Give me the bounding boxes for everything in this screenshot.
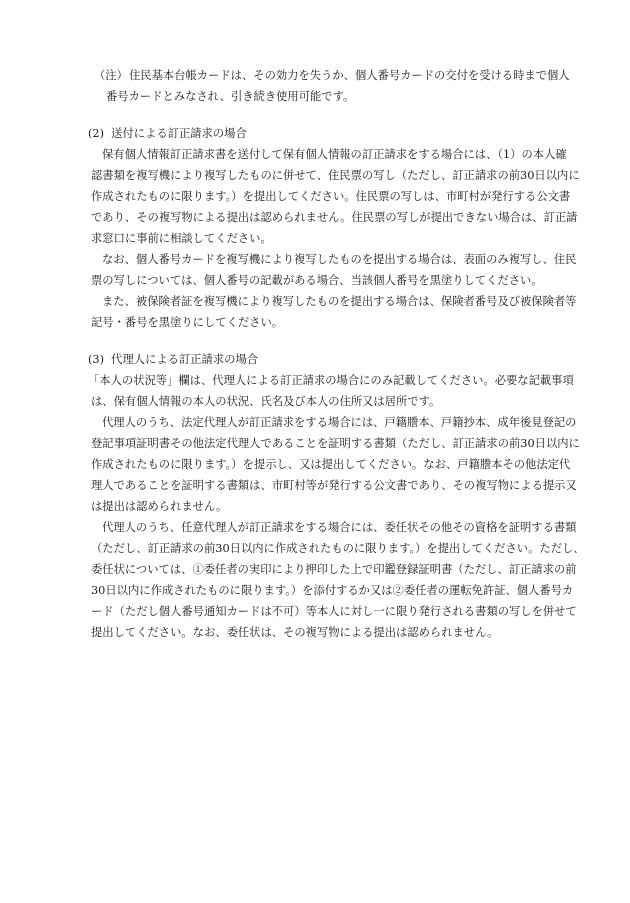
paragraph-line: 票の写しについては、個人番号の記載がある場合、当該個人番号を黒塗りしてください。 — [91, 274, 543, 287]
paragraph-line: （ただし、訂正請求の前30日以内に作成されたものに限ります。）を提出してください。ただし、 — [91, 542, 585, 555]
paragraph-line: 認書類を複写機により複写したものに併せて、住民票の写し（ただし、訂正請求の前30日以内に — [91, 169, 580, 182]
paragraph-line: 作成されたものに限ります。）を提出してください。住民票の写しは、市町村が発行する公文書 — [91, 190, 571, 203]
paragraph-line: ード（ただし個人番号通知カードは不可）等本人に対し一に限り発行される書類の写しを併せて — [91, 605, 577, 618]
section-heading: (2) 送付による訂正請求の場合 — [88, 127, 247, 140]
paragraph-line: は、保有個人情報の本人の状況、氏名及び本人の住所又は居所です。 — [91, 395, 441, 408]
paragraph-line: 委任状については、①委任者の実印により押印した上で印鑑登録証明書（ただし、訂正請求の前 — [91, 563, 577, 576]
paragraph-line: 記号・番号を黒塗りにしてください。 — [91, 316, 284, 329]
paragraph-line: 登記事項証明書その他法定代理人であることを証明する書類（ただし、訂正請求の前30日以内に — [91, 437, 580, 450]
paragraph-line: であり、その複写物による提出は認められません。住民票の写しが提出できない場合は、訂正請 — [91, 211, 578, 224]
paragraph-line: は提出は認められません。 — [91, 500, 228, 513]
note-label: （注） — [94, 69, 128, 82]
paragraph-line: 30日以内に作成されたものに限ります。）を添付するか又は②委任者の運転免許証、個人番号カ — [91, 584, 574, 597]
section-heading: (3) 代理人による訂正請求の場合 — [88, 353, 259, 366]
paragraph-line: 代理人のうち、任意代理人が訂正請求をする場合には、委任状その他その資格を証明する書類 — [102, 521, 577, 534]
paragraph-line: 提出してください。なお、委任状は、その複写物による提出は認められません。 — [91, 626, 499, 639]
note-line: 住民基本台帳カードは、その効力を失うか、個人番号カードの交付を受ける時まで個人 — [129, 69, 570, 82]
paragraph-line: 「本人の状況等」欄は、代理人による訂正請求の場合にのみ記載してください。必要な記載事項 — [88, 374, 574, 387]
paragraph-line: 理人であることを証明する書類は、市町村等が発行する公文書であり、その複写物による提示又 — [91, 479, 577, 492]
paragraph-line: なお、個人番号カードを複写機により複写したものを提出する場合は、表面のみ複写し、住民 — [102, 253, 577, 266]
paragraph-line: 作成されたものに限ります。）を提示し、又は提出してください。なお、戸籍謄本その他法定代 — [91, 458, 571, 471]
paragraph-line: 保有個人情報訂正請求書を送付して保有個人情報の訂正請求をする場合には、（1）の本人確 — [102, 148, 567, 161]
paragraph-line: 代理人のうち、法定代理人が訂正請求をする場合には、戸籍謄本、戸籍抄本、成年後見登記の — [102, 416, 577, 429]
note-line: 番号カードとみなされ、引き続き使用可能です。 — [106, 90, 355, 103]
paragraph-line: 求窓口に事前に相談してください。 — [91, 232, 272, 245]
paragraph-line: また、被保険者証を複写機により複写したものを提出する場合は、保険者番号及び被保険者等 — [102, 295, 577, 308]
